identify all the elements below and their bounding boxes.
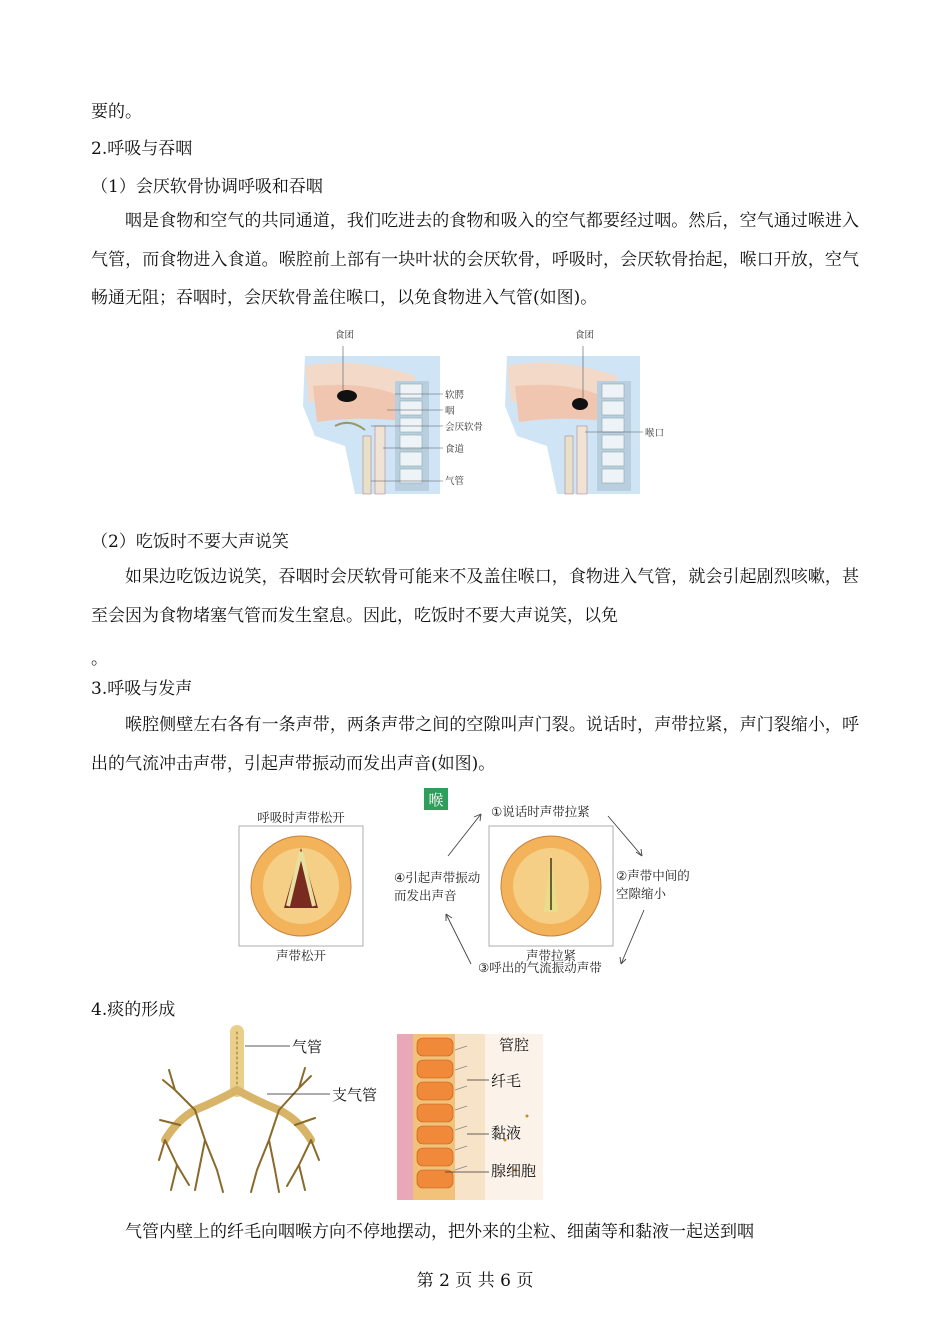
breathing-open-title: 呼吸时声带松开	[257, 810, 345, 825]
label-lumen: 管腔	[499, 1036, 530, 1054]
label-pharynx: 咽	[445, 406, 455, 417]
label-cilia: 纤毛	[491, 1072, 522, 1090]
label-laryngeal-inlet: 喉口	[645, 428, 665, 439]
label-food-bolus-left: 食团	[335, 330, 355, 341]
step-4-label-b: 而发出声音	[394, 888, 457, 903]
label-soft-palate: 软腭	[445, 390, 465, 401]
label-gland-cells: 腺细胞	[491, 1162, 537, 1180]
cords-relaxed-caption: 声带松开	[275, 948, 327, 963]
bronchial-tree-illustration	[159, 1032, 319, 1192]
arrow-3-4	[446, 914, 471, 964]
step-1-label: ①说话时声带拉紧	[491, 804, 590, 819]
arrow-4-1	[448, 814, 481, 856]
label-esophagus: 食道	[445, 444, 465, 455]
head-swallowing-illustration	[505, 329, 664, 494]
paragraph-voice: 喉腔侧壁左右各有一条声带，两条声带之间的空隙叫声门裂。说话时，声带拉紧，声门裂缩小，呼出的气流冲击声带，引起声带振动而发出声音(如图)。	[91, 715, 859, 774]
step-2-label-a: ②声带中间的	[616, 868, 690, 883]
head-breathing-illustration	[303, 329, 484, 494]
step-4-label-a: ④引起声带振动	[394, 870, 481, 885]
label-food-bolus-right: 食团	[575, 330, 595, 341]
label-epiglottis: 会厌软骨	[445, 422, 484, 433]
label-trachea: 气管	[292, 1038, 323, 1056]
trachea-cilia-diagram	[155, 1030, 555, 1202]
step-2-label-b: 空隙缩小	[616, 886, 667, 901]
paragraph-swallow: 咽是食物和空气的共同通道，我们吃进去的食物和吸入的空气都要经过咽。然后，空气通过喉进入气管，而食物进入食道。喉腔前上部有一块叶状的会厌软骨，呼吸时，会厌软骨抬起，喉口开放，空气畅通无阻；吞咽时，会厌软骨盖住喉口，以免食物进入气管(如图)。	[91, 211, 859, 308]
cords-tight-caption: 声带拉紧	[525, 948, 577, 963]
label-trachea-left: 气管	[445, 476, 465, 487]
larynx-tag: 喉	[428, 791, 444, 809]
swallow-diagram	[295, 326, 665, 496]
food-bolus-icon	[337, 390, 357, 402]
section-heading-2: 2.呼吸与吞咽	[91, 139, 193, 159]
vocal-cord-diagram	[236, 786, 706, 982]
food-bolus-icon	[572, 398, 588, 410]
text-line-fragment: 要的。	[91, 102, 142, 122]
paragraph-no-laughing: 如果边吃饭边说笑，吞咽时会厌软骨可能来不及盖住喉口，食物进入气管，就会引起剧烈咳嗽，甚至会因为食物堵塞气管而发生窒息。因此，吃饭时不要大声说笑，以免	[91, 567, 859, 626]
paragraph-phlegm: 气管内壁上的纤毛向咽喉方向不停地摆动，把外来的尘粒、细菌等和黏液一起送到咽	[125, 1222, 754, 1242]
label-mucus: 黏液	[491, 1124, 522, 1142]
page-footer: 第 2 页 共 6 页	[416, 1271, 534, 1291]
paragraph-end-mark: 。	[91, 649, 108, 669]
arrow-2-3	[621, 910, 644, 964]
subheading-2-1: （1）会厌软骨协调呼吸和吞咽	[91, 177, 323, 197]
subheading-2-2: （2）吃饭时不要大声说笑	[91, 532, 289, 552]
label-bronchi: 支气管	[332, 1086, 378, 1104]
step-3-label: ③呼出的气流振动声带	[478, 960, 602, 975]
section-heading-3: 3.呼吸与发声	[91, 679, 193, 699]
section-heading-4: 4.痰的形成	[91, 1000, 176, 1020]
